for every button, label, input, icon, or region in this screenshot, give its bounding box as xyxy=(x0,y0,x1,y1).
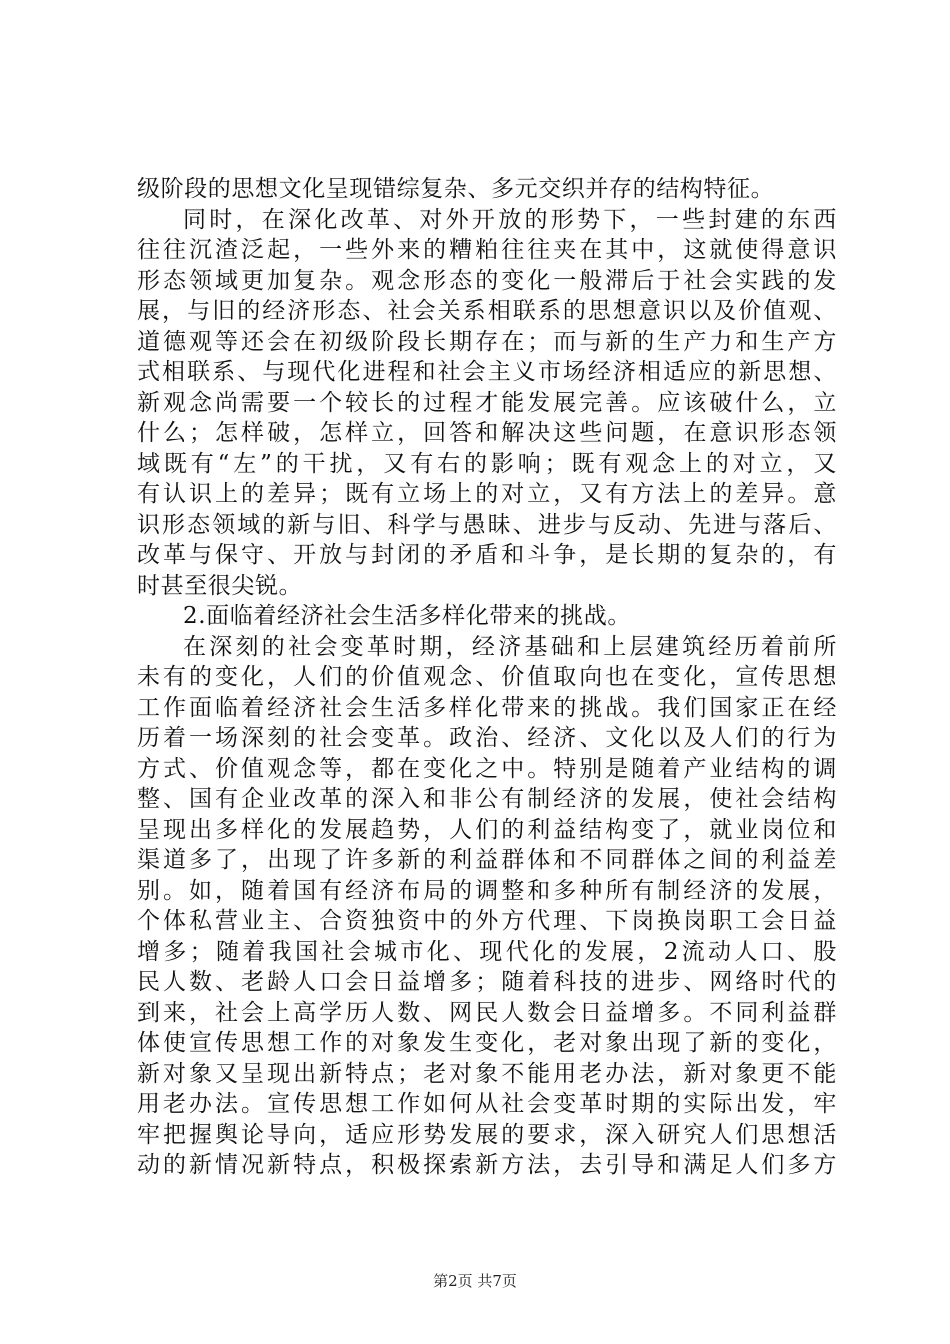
text-line: 牢把握舆论导向，适应形势发展的要求，深入研究人们思想活 xyxy=(137,1121,837,1148)
text-line: 新对象又呈现出新特点；老对象不能用老办法，新对象更不能 xyxy=(137,1060,837,1087)
text-line: 个体私营业主、合资独资中的外方代理、下岗换岗职工会日益 xyxy=(137,908,837,934)
text-line: 级阶段的思想文化呈现错综复杂、多元交织并存的结构特征。 xyxy=(137,176,775,202)
text-line: 域既有“左”的干扰，又有右的影响；既有观念上的对立，又 xyxy=(137,450,837,477)
text-line: 改革与保守、开放与封闭的矛盾和斗争，是长期的复杂的，有 xyxy=(137,542,837,568)
text-line: 别。如，随着国有经济布局的调整和多种所有制经济的发展， xyxy=(137,877,837,904)
text-line: 同时，在深化改革、对外开放的形势下，一些封建的东西 xyxy=(183,206,837,233)
text-line: 民人数、老龄人口会日益增多；随着科技的进步、网络时代的 xyxy=(137,969,837,995)
text-line: 未有的变化，人们的价值观念、价值取向也在变化，宣传思想 xyxy=(137,664,837,690)
text-line: 渠道多了，出现了许多新的利益群体和不同群体之间的利益差 xyxy=(137,847,837,873)
text-line: 用老办法。宣传思想工作如何从社会变革时期的实际出发，牢 xyxy=(137,1091,837,1117)
text-line: 动的新情况新特点，积极探索新方法，去引导和满足人们多方 xyxy=(137,1152,837,1178)
text-line: 在深刻的社会变革时期，经济基础和上层建筑经历着前所 xyxy=(183,633,837,660)
text-line: 新观念尚需要一个较长的过程才能发展完善。应该破什么，立 xyxy=(137,389,837,416)
text-line: 有认识上的差异；既有立场上的对立，又有方法上的差异。意 xyxy=(137,481,837,507)
text-line: 2.面临着经济社会生活多样化带来的挑战。 xyxy=(183,603,631,629)
page-footer: 第2页 共7页 xyxy=(433,1272,517,1290)
text-line: 体使宣传思想工作的对象发生变化，老对象出现了新的变化， xyxy=(137,1030,837,1056)
text-line: 时甚至很尖锐。 xyxy=(137,572,303,599)
text-line: 工作面临着经济社会生活多样化带来的挑战。我们国家正在经 xyxy=(137,694,837,721)
text-line: 整、国有企业改革的深入和非公有制经济的发展，使社会结构 xyxy=(137,786,837,812)
text-line: 形态领域更加复杂。观念形态的变化一般滞后于社会实践的发 xyxy=(137,267,837,294)
text-line: 到来，社会上高学历人数、网民人数会日益增多。不同利益群 xyxy=(137,999,837,1026)
text-line: 方式、价值观念等，都在变化之中。特别是随着产业结构的调 xyxy=(137,755,837,782)
body-text xyxy=(137,174,837,1181)
text-line: 增多；随着我国社会城市化、现代化的发展，2流动人口、股 xyxy=(137,938,837,965)
text-line: 历着一场深刻的社会变革。政治、经济、文化以及人们的行为 xyxy=(137,725,837,751)
text-line: 识形态领域的新与旧、科学与愚昧、进步与反动、先进与落后、 xyxy=(137,511,837,538)
text-line: 什么；怎样破，怎样立，回答和解决这些问题，在意识形态领 xyxy=(137,420,837,446)
text-line: 道德观等还会在初级阶段长期存在；而与新的生产力和生产方 xyxy=(137,328,837,355)
text-line: 式相联系、与现代化进程和社会主义市场经济相适应的新思想、 xyxy=(137,359,837,385)
text-line: 往往沉渣泛起，一些外来的糟粕往往夹在其中，这就使得意识 xyxy=(137,237,837,263)
text-line: 呈现出多样化的发展趋势，人们的利益结构变了，就业岗位和 xyxy=(137,816,837,843)
text-line: 展，与旧的经济形态、社会关系相联系的思想意识以及价值观、 xyxy=(137,298,837,324)
